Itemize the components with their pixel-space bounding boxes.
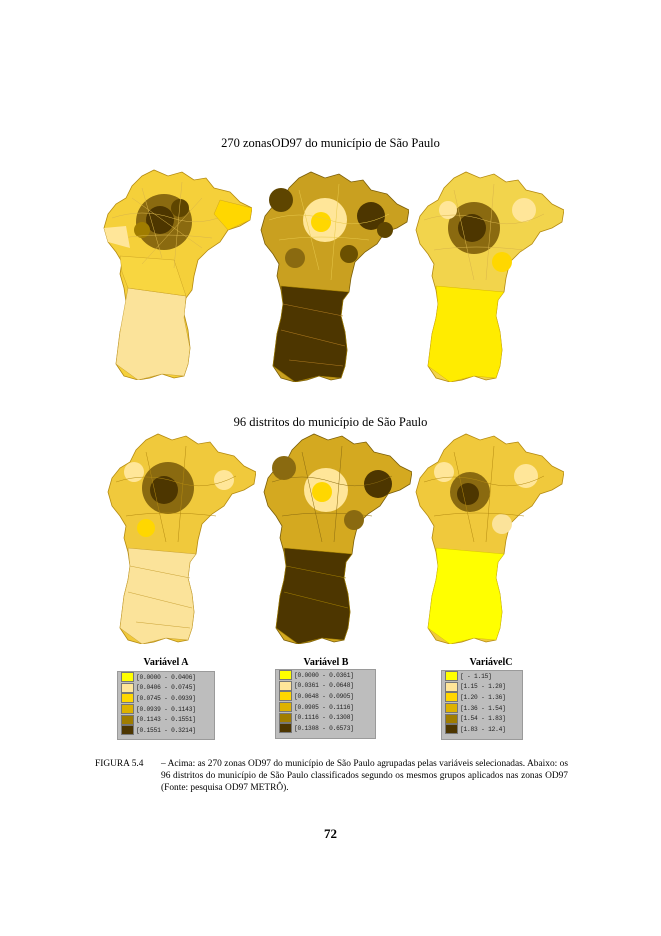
legend-swatch bbox=[121, 672, 134, 682]
map-districts-variavel-a bbox=[106, 432, 256, 644]
map-districts-variavel-c bbox=[414, 432, 564, 644]
map-zones-variavel-a bbox=[102, 168, 252, 380]
legend-label: [0.1143 - 0.1551] bbox=[136, 716, 196, 724]
legend-swatch bbox=[279, 681, 292, 691]
legend-label: [0.0000 - 0.0361] bbox=[294, 671, 354, 679]
legend-label: [0.1116 - 0.1308] bbox=[294, 714, 354, 722]
map-zones-variavel-c bbox=[414, 170, 564, 382]
legend-item bbox=[118, 714, 214, 725]
figure-label: FIGURA 5.4 bbox=[95, 759, 144, 769]
legend-swatch bbox=[445, 682, 458, 692]
legend-swatch bbox=[121, 683, 134, 693]
legend-swatch bbox=[445, 692, 458, 702]
legend-item bbox=[118, 693, 214, 704]
figure-caption-text: – Acima: as 270 zonas OD97 do município de São Paulo agrupadas pelas variáveis selecionadas. Abaixo: os 96 distritos do município de São Paulo classificados segundo os mesmos grupos aplicados nas zonas OD97 (Fonte: pesquisa OD97 METRÔ). bbox=[161, 759, 568, 793]
legend-label: [0.0939 - 0.1143] bbox=[136, 705, 196, 713]
legend-item bbox=[276, 702, 375, 713]
legend-swatch bbox=[445, 703, 458, 713]
legend-swatch bbox=[121, 725, 134, 735]
legend-swatch bbox=[279, 670, 292, 680]
legend-swatch bbox=[121, 715, 134, 725]
legend-label: [0.0361 - 0.0648] bbox=[294, 682, 354, 690]
top-maps-title: 270 zonasOD97 do município de São Paulo bbox=[221, 136, 440, 150]
legend-swatch bbox=[445, 671, 458, 681]
legend-label: [0.1551 - 0.3214] bbox=[136, 726, 196, 734]
legend-item bbox=[276, 723, 375, 734]
legend-title-variavel-a: Variável A bbox=[143, 657, 189, 668]
legend-item bbox=[118, 683, 214, 694]
legend-label: [0.0406 - 0.0745] bbox=[136, 684, 196, 692]
legend-swatch bbox=[279, 702, 292, 712]
legend-item bbox=[442, 703, 522, 714]
legend-label: [1.36 - 1.54] bbox=[460, 704, 506, 712]
legend-label: [1.83 - 12.4] bbox=[460, 725, 506, 733]
legend-item bbox=[276, 670, 375, 681]
page-number: 72 bbox=[324, 826, 337, 841]
legend-swatch bbox=[121, 693, 134, 703]
legend-label: [1.54 - 1.83] bbox=[460, 715, 506, 723]
legend-item bbox=[442, 724, 522, 735]
legend-title-variavel-c: VariávelC bbox=[469, 657, 513, 668]
legend-item bbox=[442, 671, 522, 682]
legend-item bbox=[442, 692, 522, 703]
map-zones-variavel-b bbox=[259, 170, 409, 382]
legend-swatch bbox=[445, 724, 458, 734]
legend-swatch bbox=[121, 704, 134, 714]
legend-item bbox=[276, 712, 375, 723]
legend-swatch bbox=[279, 723, 292, 733]
legend-item bbox=[118, 672, 214, 683]
legend-variavel-c bbox=[441, 670, 523, 740]
legend-label: [1.20 - 1.36] bbox=[460, 693, 506, 701]
legend-label: [0.0000 - 0.0406] bbox=[136, 673, 196, 681]
legend-item bbox=[442, 682, 522, 693]
legend-item bbox=[276, 691, 375, 702]
legend-label: [ - 1.15] bbox=[460, 672, 492, 680]
legend-swatch bbox=[279, 713, 292, 723]
legend-item bbox=[442, 713, 522, 724]
legend-swatch bbox=[279, 691, 292, 701]
bottom-maps-title: 96 distritos do município de São Paulo bbox=[233, 415, 428, 429]
map-districts-variavel-b bbox=[262, 432, 412, 644]
legend-item bbox=[118, 725, 214, 736]
legend-label: [0.0905 - 0.1116] bbox=[294, 703, 354, 711]
legend-label: [1.15 - 1.20] bbox=[460, 683, 506, 691]
legend-item bbox=[276, 681, 375, 692]
legend-label: [0.0745 - 0.0939] bbox=[136, 694, 196, 702]
legend-label: [0.0648 - 0.0905] bbox=[294, 692, 354, 700]
legend-variavel-a bbox=[117, 671, 215, 740]
legend-variavel-b bbox=[275, 669, 376, 739]
figure-caption bbox=[95, 758, 568, 794]
legend-title-variavel-b: Variável B bbox=[303, 657, 349, 668]
legend-swatch bbox=[445, 714, 458, 724]
legend-label: [0.1308 - 0.6573] bbox=[294, 724, 354, 732]
legend-item bbox=[118, 704, 214, 715]
